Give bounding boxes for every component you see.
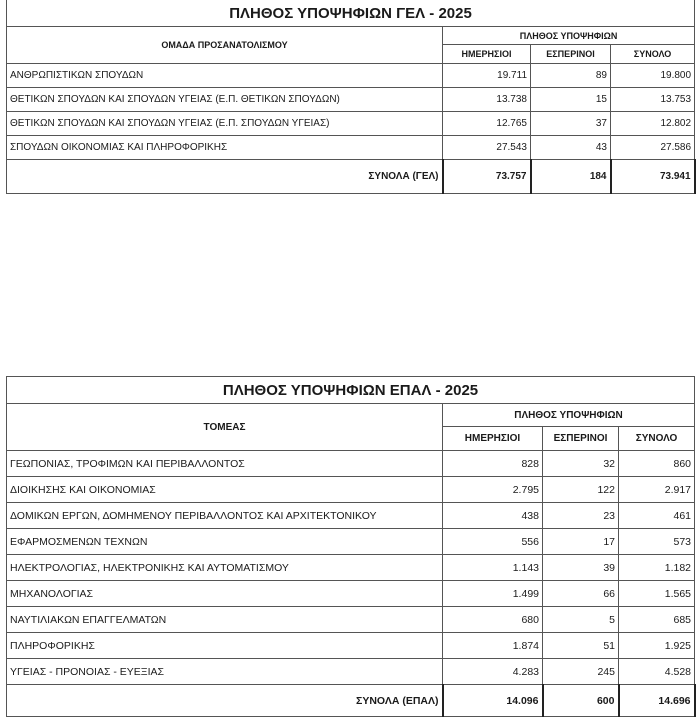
epal-row-name: ΜΗΧΑΝΟΛΟΓΙΑΣ (7, 581, 443, 607)
epal-totals-row (7, 685, 695, 717)
gel-row-day: 12.765 (443, 112, 531, 136)
epal-row-name: ΝΑΥΤΙΛΙΑΚΩΝ ΕΠΑΓΓΕΛΜΑΤΩΝ (7, 607, 443, 633)
gel-title-row (7, 0, 695, 27)
epal-table-row (7, 529, 695, 555)
gel-column-header: ΗΜΕΡΗΣΙΟΙ (443, 45, 531, 64)
epal-totals-label: ΣΥΝΟΛΑ (ΕΠΑΛ) (7, 685, 443, 717)
gel-row-total: 13.753 (611, 88, 695, 112)
gel-candidates-header: ΠΛΗΘΟΣ ΥΠΟΨΗΦΙΩΝ (443, 27, 695, 45)
epal-header-row (7, 404, 695, 427)
epal-row-total: 2.917 (619, 477, 695, 503)
epal-totals-total: 14.696 (619, 685, 695, 717)
epal-row-evening: 5 (543, 607, 619, 633)
gel-row-name: ΘΕΤΙΚΩΝ ΣΠΟΥΔΩΝ ΚΑΙ ΣΠΟΥΔΩΝ ΥΓΕΙΑΣ (Ε.Π. ΘΕΤΙΚΩΝ ΣΠΟΥΔΩΝ) (7, 88, 443, 112)
gel-row-name: ΑΝΘΡΩΠΙΣΤΙΚΩΝ ΣΠΟΥΔΩΝ (7, 64, 443, 88)
gel-row-total: 27.586 (611, 136, 695, 160)
epal-row-total: 1.182 (619, 555, 695, 581)
epal-table-row (7, 581, 695, 607)
gel-table-row (7, 136, 695, 160)
epal-row-day: 828 (443, 451, 543, 477)
gel-row-evening: 89 (531, 64, 611, 88)
gel-column-header: ΣΥΝΟΛΟ (611, 45, 695, 64)
epal-row-total: 860 (619, 451, 695, 477)
epal-row-name: ΓΕΩΠΟΝΙΑΣ, ΤΡΟΦΙΜΩΝ ΚΑΙ ΠΕΡΙΒΑΛΛΟΝΤΟΣ (7, 451, 443, 477)
epal-row-evening: 32 (543, 451, 619, 477)
gel-row-evening: 43 (531, 136, 611, 160)
epal-table-row (7, 607, 695, 633)
epal-totals-day: 14.096 (443, 685, 543, 717)
gel-table-row (7, 64, 695, 88)
gel-column-header: ΕΣΠΕΡΙΝΟΙ (531, 45, 611, 64)
gel-table-title: ΠΛΗΘΟΣ ΥΠΟΨΗΦΙΩΝ ΓΕΛ - 2025 (7, 0, 695, 27)
epal-row-evening: 122 (543, 477, 619, 503)
epal-candidates-table (6, 376, 696, 717)
epal-totals-evening: 600 (543, 685, 619, 717)
epal-column-header: ΕΣΠΕΡΙΝΟΙ (543, 427, 619, 451)
epal-row-day: 556 (443, 529, 543, 555)
gel-totals-total: 73.941 (611, 160, 695, 194)
epal-row-evening: 51 (543, 633, 619, 659)
epal-row-day: 4.283 (443, 659, 543, 685)
gel-row-name: ΣΠΟΥΔΩΝ ΟΙΚΟΝΟΜΙΑΣ ΚΑΙ ΠΛΗΡΟΦΟΡΙΚΗΣ (7, 136, 443, 160)
epal-table-row (7, 451, 695, 477)
gel-row-total: 19.800 (611, 64, 695, 88)
epal-row-day: 2.795 (443, 477, 543, 503)
epal-title-row (7, 377, 695, 404)
gel-totals-evening: 184 (531, 160, 611, 194)
epal-row-total: 1.565 (619, 581, 695, 607)
gel-table-row (7, 112, 695, 136)
epal-row-day: 1.874 (443, 633, 543, 659)
epal-table-body (7, 377, 695, 717)
epal-row-day: 1.143 (443, 555, 543, 581)
epal-candidates-header: ΠΛΗΘΟΣ ΥΠΟΨΗΦΙΩΝ (443, 404, 695, 427)
gel-row-name: ΘΕΤΙΚΩΝ ΣΠΟΥΔΩΝ ΚΑΙ ΣΠΟΥΔΩΝ ΥΓΕΙΑΣ (Ε.Π. ΣΠΟΥΔΩΝ ΥΓΕΙΑΣ) (7, 112, 443, 136)
epal-table-row (7, 633, 695, 659)
epal-row-day: 1.499 (443, 581, 543, 607)
epal-table-row (7, 503, 695, 529)
gel-totals-day: 73.757 (443, 160, 531, 194)
epal-row-evening: 17 (543, 529, 619, 555)
gel-totals-label: ΣΥΝΟΛΑ (ΓΕΛ) (7, 160, 443, 194)
epal-row-total: 573 (619, 529, 695, 555)
epal-row-evening: 39 (543, 555, 619, 581)
epal-group-header: ΤΟΜΕΑΣ (7, 404, 443, 451)
gel-totals-row (7, 160, 695, 194)
epal-table-row (7, 659, 695, 685)
gel-table-row (7, 88, 695, 112)
epal-row-total: 685 (619, 607, 695, 633)
epal-row-total: 4.528 (619, 659, 695, 685)
gel-row-day: 19.711 (443, 64, 531, 88)
epal-table-row (7, 555, 695, 581)
gel-row-total: 12.802 (611, 112, 695, 136)
epal-row-evening: 23 (543, 503, 619, 529)
epal-table-title: ΠΛΗΘΟΣ ΥΠΟΨΗΦΙΩΝ ΕΠΑΛ - 2025 (7, 377, 695, 404)
epal-row-evening: 245 (543, 659, 619, 685)
gel-row-day: 27.543 (443, 136, 531, 160)
epal-row-day: 438 (443, 503, 543, 529)
gel-group-header: ΟΜΑΔΑ ΠΡΟΣΑΝΑΤΟΛΙΣΜΟΥ (7, 27, 443, 64)
epal-row-total: 1.925 (619, 633, 695, 659)
epal-row-day: 680 (443, 607, 543, 633)
gel-row-day: 13.738 (443, 88, 531, 112)
gel-row-evening: 15 (531, 88, 611, 112)
epal-row-name: ΠΛΗΡΟΦΟΡΙΚΗΣ (7, 633, 443, 659)
epal-row-name: ΥΓΕΙΑΣ - ΠΡΟΝΟΙΑΣ - ΕΥΕΞΙΑΣ (7, 659, 443, 685)
epal-row-evening: 66 (543, 581, 619, 607)
epal-column-header: ΗΜΕΡΗΣΙΟΙ (443, 427, 543, 451)
epal-row-name: ΔΙΟΙΚΗΣΗΣ ΚΑΙ ΟΙΚΟΝΟΜΙΑΣ (7, 477, 443, 503)
gel-row-evening: 37 (531, 112, 611, 136)
epal-row-name: ΗΛΕΚΤΡΟΛΟΓΙΑΣ, ΗΛΕΚΤΡΟΝΙΚΗΣ ΚΑΙ ΑΥΤΟΜΑΤΙΣΜΟΥ (7, 555, 443, 581)
gel-candidates-table (6, 0, 696, 194)
epal-column-header: ΣΥΝΟΛΟ (619, 427, 695, 451)
gel-table-body (7, 0, 695, 194)
epal-row-total: 461 (619, 503, 695, 529)
gel-header-row (7, 27, 695, 45)
epal-row-name: ΔΟΜΙΚΩΝ ΕΡΓΩΝ, ΔΟΜΗΜΕΝΟΥ ΠΕΡΙΒΑΛΛΟΝΤΟΣ ΚΑΙ ΑΡΧΙΤΕΚΤΟΝΙΚΟΥ (7, 503, 443, 529)
epal-row-name: ΕΦΑΡΜΟΣΜΕΝΩΝ ΤΕΧΝΩΝ (7, 529, 443, 555)
epal-table-row (7, 477, 695, 503)
